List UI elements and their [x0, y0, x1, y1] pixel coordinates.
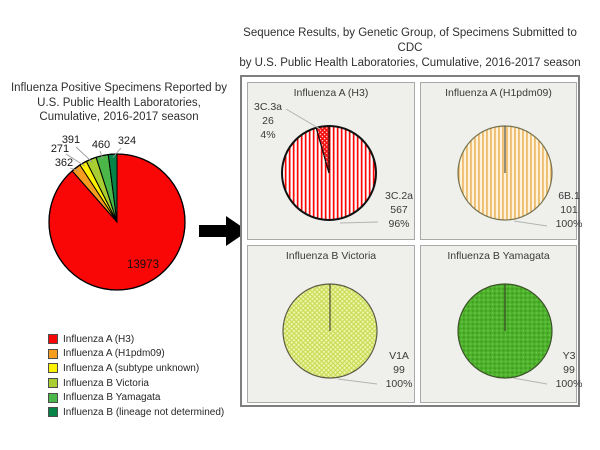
legend-label-b-lineage-nd: Influenza B (lineage not determined) [63, 406, 225, 418]
label-h3-value: 13973 [127, 259, 159, 271]
callout-b-yamagata: 460 [91, 139, 111, 151]
legend-label-h1pdm09: Influenza A (H1pdm09) [63, 348, 165, 360]
subchart-h1pdm09-title: Influenza A (H1pdm09) [445, 87, 552, 99]
h1pdm09-percent: 100% [555, 218, 583, 230]
b-yamagata-slice-label [549, 349, 589, 391]
left-chart-title [5, 81, 233, 125]
h3-major-percent: 96% [388, 218, 410, 230]
h3-minor-clade: 3C.3a [253, 101, 283, 113]
subchart-b-yamagata-title: Influenza B Yamagata [447, 250, 550, 262]
callout-b-lineage-nd: 324 [117, 135, 137, 147]
legend-swatch-b-victoria [48, 378, 58, 388]
b-yamagata-count: 99 [563, 364, 575, 376]
subchart-b-yamagata [420, 245, 583, 403]
subchart-h1pdm09 [420, 82, 583, 240]
legend-item-b-lineage-nd [48, 405, 224, 420]
subchart-h3-title: Influenza A (H3) [293, 87, 369, 99]
legend-swatch-b-lineage-nd [48, 407, 58, 417]
sequence-results-panel [240, 75, 583, 407]
h3-minor-slice-label [250, 100, 286, 142]
h3-major-clade: 3C.2a [384, 190, 414, 202]
h3-minor-count: 26 [262, 115, 274, 127]
legend-swatch-h1pdm09 [48, 349, 58, 359]
legend-swatch-b-yamagata [48, 393, 58, 403]
subchart-b-victoria-title: Influenza B Victoria [285, 250, 377, 262]
b-yamagata-percent: 100% [555, 378, 583, 390]
b-victoria-count: 99 [393, 364, 405, 376]
legend-label-b-yamagata: Influenza B Yamagata [63, 392, 161, 404]
legend-item-h1pdm09 [48, 347, 224, 362]
legend [48, 332, 224, 420]
b-victoria-percent: 100% [385, 378, 413, 390]
h1pdm09-slice-label [549, 189, 589, 231]
legend-label-h3: Influenza A (H3) [63, 333, 135, 345]
b-victoria-slice-label [379, 349, 419, 391]
legend-swatch-h3 [48, 334, 58, 344]
subchart-b-victoria [247, 245, 415, 403]
right-panel-title-line2: by U.S. Public Health Laboratories, Cumulative, 2016-2017 season [239, 57, 581, 69]
callout-b-victoria: 391 [61, 134, 81, 146]
b-yamagata-clade: Y3 [562, 350, 576, 362]
legend-item-h3 [48, 332, 224, 347]
callout-subtype-unknown: 271 [50, 143, 70, 155]
b-victoria-clade: V1A [389, 350, 409, 362]
h3-minor-percent: 4% [260, 129, 276, 141]
left-chart-title-line3: Cumulative, 2016-2017 season [39, 111, 199, 123]
h3-major-count: 567 [390, 204, 408, 216]
legend-swatch-subtype-unknown [48, 363, 58, 373]
right-panel-title-line1: Sequence Results, by Genetic Group, of Specimens Submitted to CDC [243, 27, 577, 54]
legend-label-subtype-unknown: Influenza A (subtype unknown) [63, 362, 200, 374]
left-chart-title-line1: Influenza Positive Specimens Reported by [10, 82, 228, 94]
legend-label-b-victoria: Influenza B Victoria [63, 377, 149, 389]
h1pdm09-count: 101 [560, 204, 578, 216]
callout-h1pdm09: 362 [54, 157, 74, 169]
left-chart-title-line2: U.S. Public Health Laboratories, [37, 96, 201, 109]
h3-major-slice-label [380, 189, 418, 231]
legend-item-b-yamagata [48, 390, 224, 405]
h1pdm09-clade: 6B.1 [558, 190, 580, 202]
subchart-h3 [247, 82, 415, 240]
legend-item-subtype-unknown [48, 361, 224, 376]
right-panel-title [232, 26, 588, 71]
legend-item-b-victoria [48, 376, 224, 391]
